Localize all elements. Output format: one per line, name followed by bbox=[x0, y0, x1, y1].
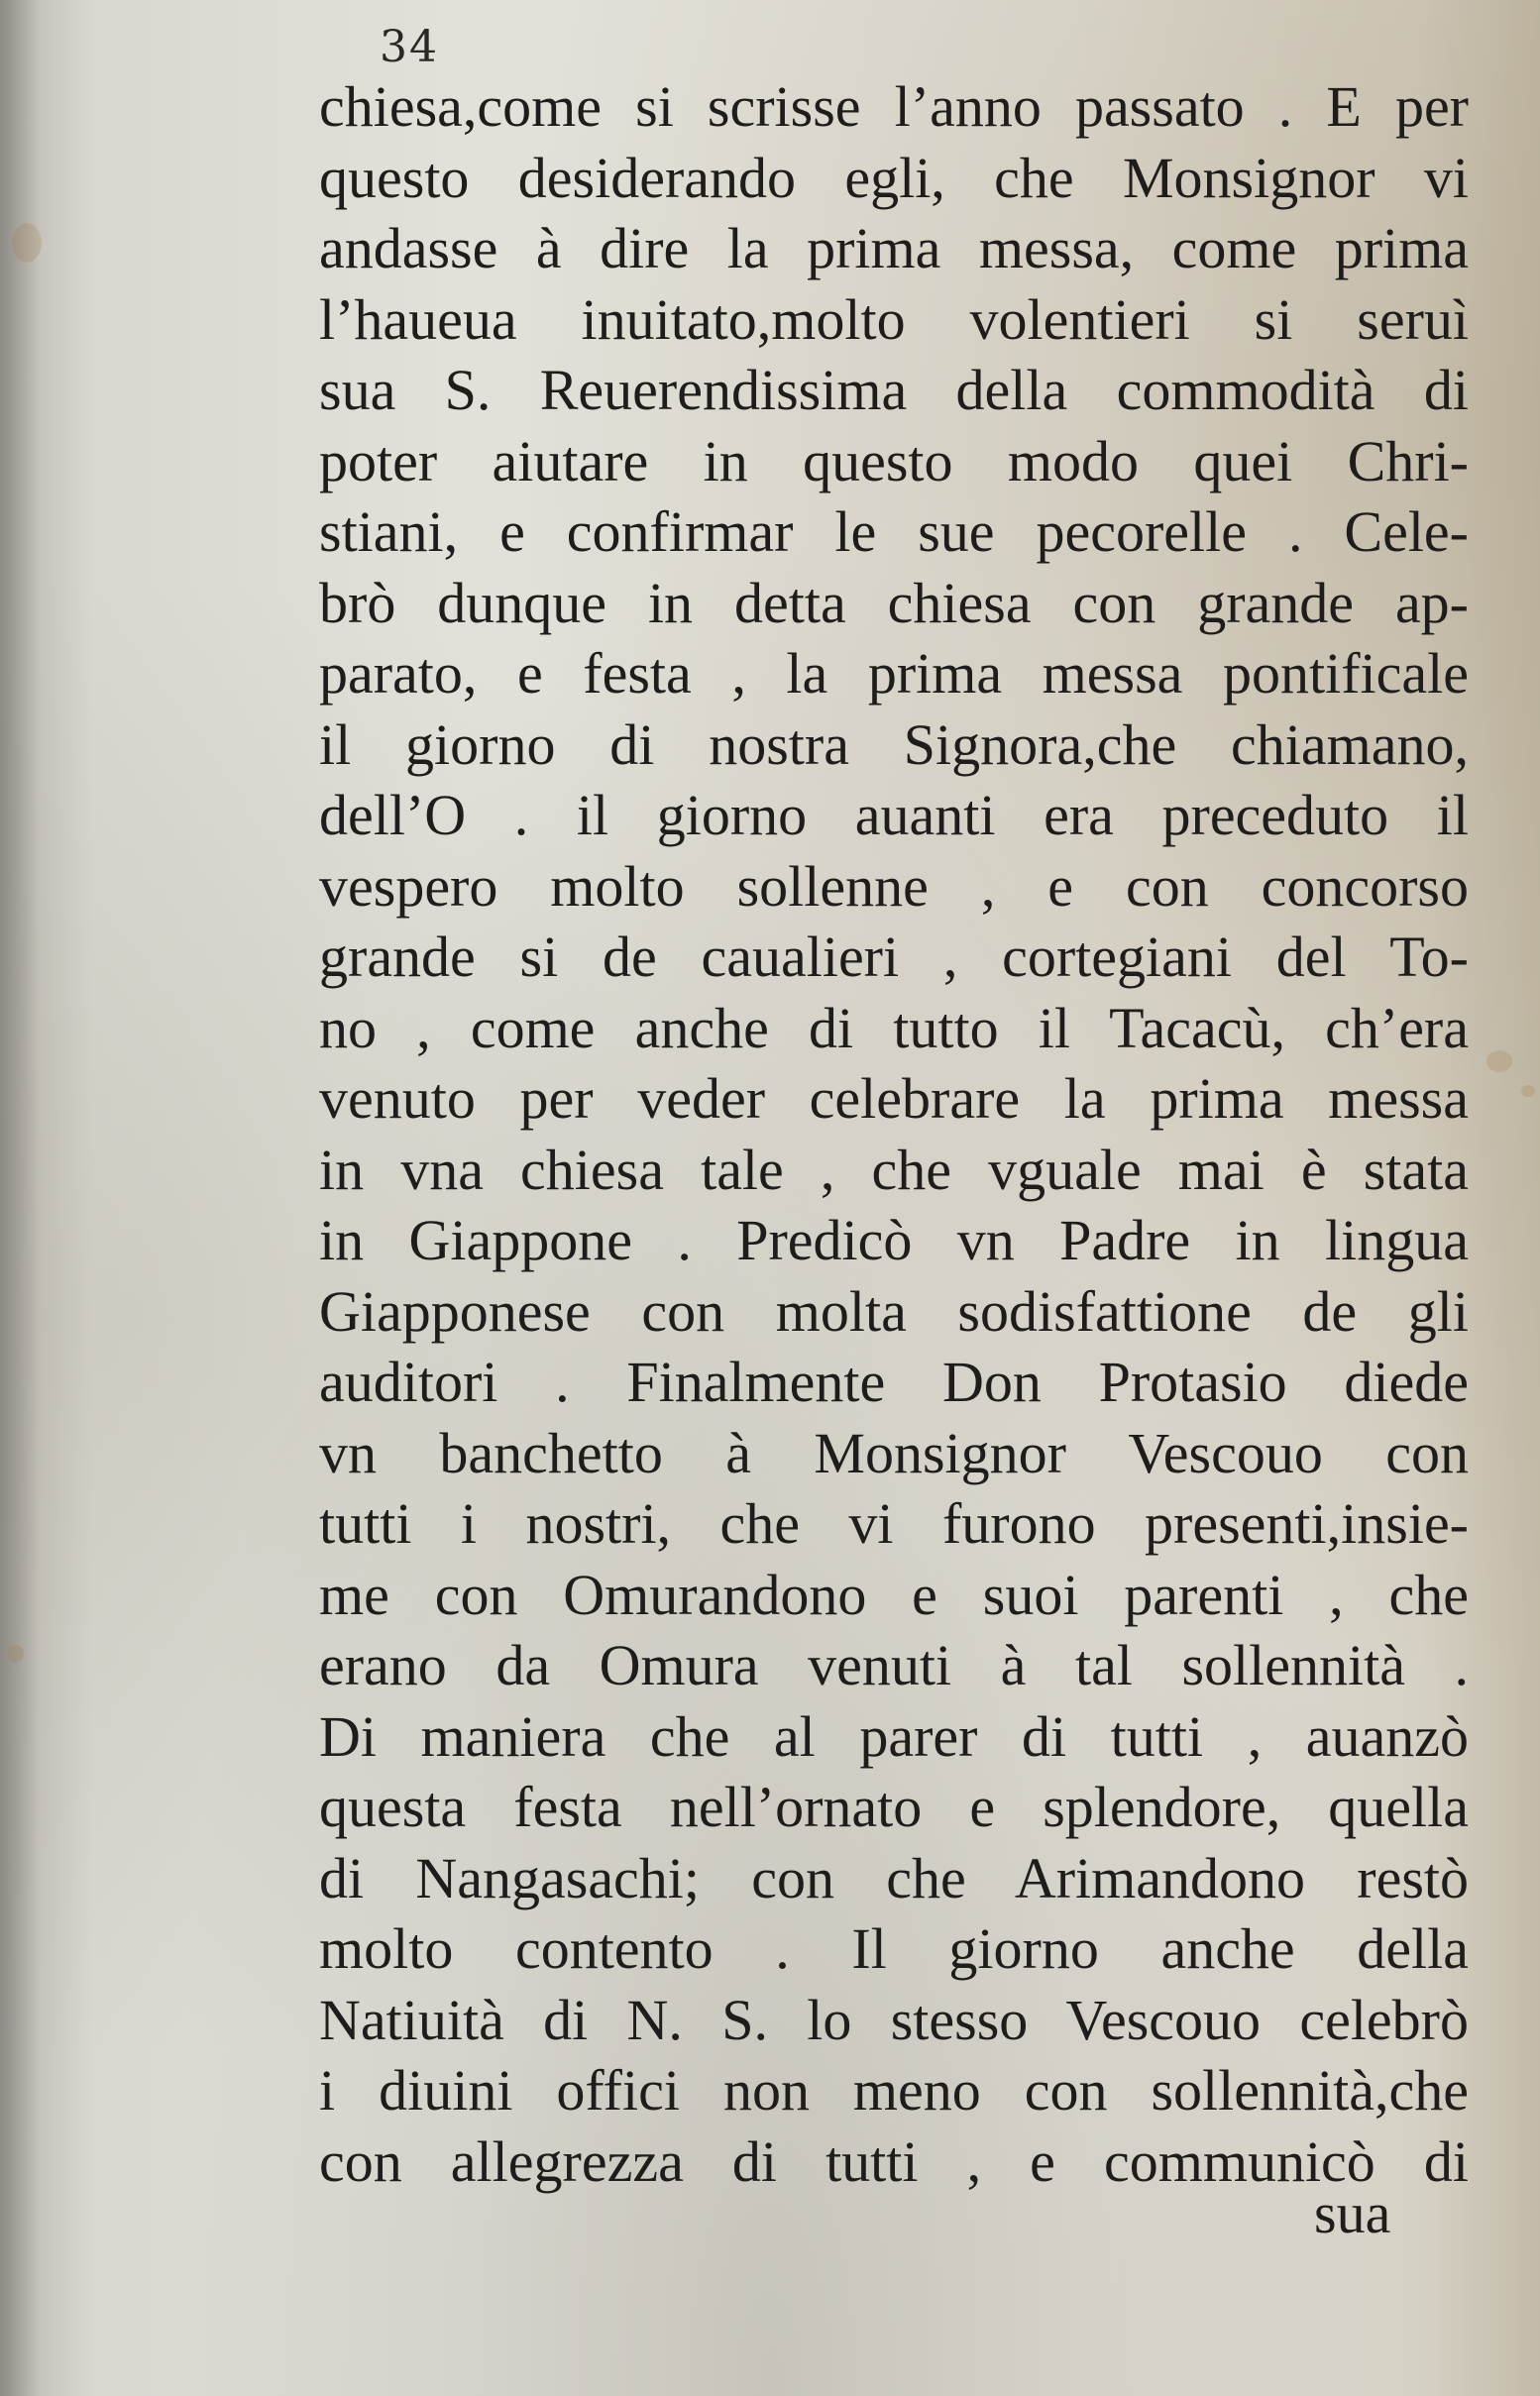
body-text bbox=[319, 71, 1469, 2197]
text-line: vn banchetto à Monsignor Vescouo con bbox=[319, 1420, 1469, 1485]
text-line: stiani, e confirmar le sue pecorelle . Cele- bbox=[319, 499, 1469, 564]
text-line: Di maniera che al parer di tutti , auanzò bbox=[319, 1703, 1469, 1769]
text-line: parato, e festa , la prima messa pontificale bbox=[319, 641, 1469, 706]
text-line: no , come anche di tutto il Tacacù, ch’era bbox=[319, 995, 1469, 1060]
page-number: 34 bbox=[380, 22, 439, 72]
gutter-shadow bbox=[0, 0, 40, 2396]
text-line: poter aiutare in questo modo quei Chri- bbox=[319, 428, 1469, 493]
text-line: in vna chiesa tale , che vguale mai è stata bbox=[319, 1137, 1469, 1202]
catchword: sua bbox=[1314, 2181, 1391, 2245]
foxing-spot bbox=[1521, 1085, 1535, 1097]
text-line: Giapponese con molta sodisfattione de gli bbox=[319, 1278, 1469, 1344]
text-line: in Giappone . Predicò vn Padre in lingua bbox=[319, 1208, 1469, 1272]
text-line: questa festa nell’ornato e splendore, quella bbox=[319, 1775, 1469, 1839]
text-line: vespero molto sollenne , e con concorso bbox=[319, 853, 1469, 919]
text-line: sua S. Reuerendissima della commodità di bbox=[319, 358, 1469, 422]
text-line: l’haueua inuitato,molto volentieri si seruì bbox=[319, 286, 1469, 352]
text-line: venuto per veder celebrare la prima messa bbox=[319, 1066, 1469, 1131]
text-line: di Nangasachi; con che Arimandono restò bbox=[319, 1845, 1469, 1910]
text-line: il giorno di nostra Signora,che chiamano, bbox=[319, 711, 1469, 777]
text-line: auditori . Finalmente Don Protasio diede bbox=[319, 1350, 1469, 1414]
text-line: Natiuità di N. S. lo stesso Vescouo celebrò bbox=[319, 1987, 1469, 2052]
text-line: tutti i nostri, che vi furono presenti,insie- bbox=[319, 1491, 1469, 1556]
text-line: questo desiderando egli, che Monsignor vi bbox=[319, 145, 1469, 210]
text-line: chiesa,come si scrisse l’anno passato . E per bbox=[319, 74, 1469, 139]
text-line: grande si de caualieri , cortegiani del To- bbox=[319, 925, 1469, 989]
text-line: me con Omurandono e suoi parenti , che bbox=[319, 1562, 1469, 1627]
text-line: andasse à dire la prima messa, come prima bbox=[319, 216, 1469, 280]
text-line: erano da Omura venuti à tal sollennità . bbox=[319, 1633, 1469, 1697]
foxing-spot bbox=[1486, 1050, 1512, 1072]
text-line: molto contento . Il giorno anche della bbox=[319, 1916, 1469, 1981]
text-line: brò dunque in detta chiesa con grande ap- bbox=[319, 570, 1469, 635]
text-line: con allegrezza di tutti , e communicò di bbox=[319, 2128, 1469, 2194]
text-line: i diuini offici non meno con sollennità,che bbox=[319, 2058, 1469, 2123]
foxing-spot bbox=[8, 1645, 24, 1663]
foxing-spot bbox=[12, 223, 42, 263]
text-line: dell’O . il giorno auanti era preceduto il bbox=[319, 783, 1469, 847]
